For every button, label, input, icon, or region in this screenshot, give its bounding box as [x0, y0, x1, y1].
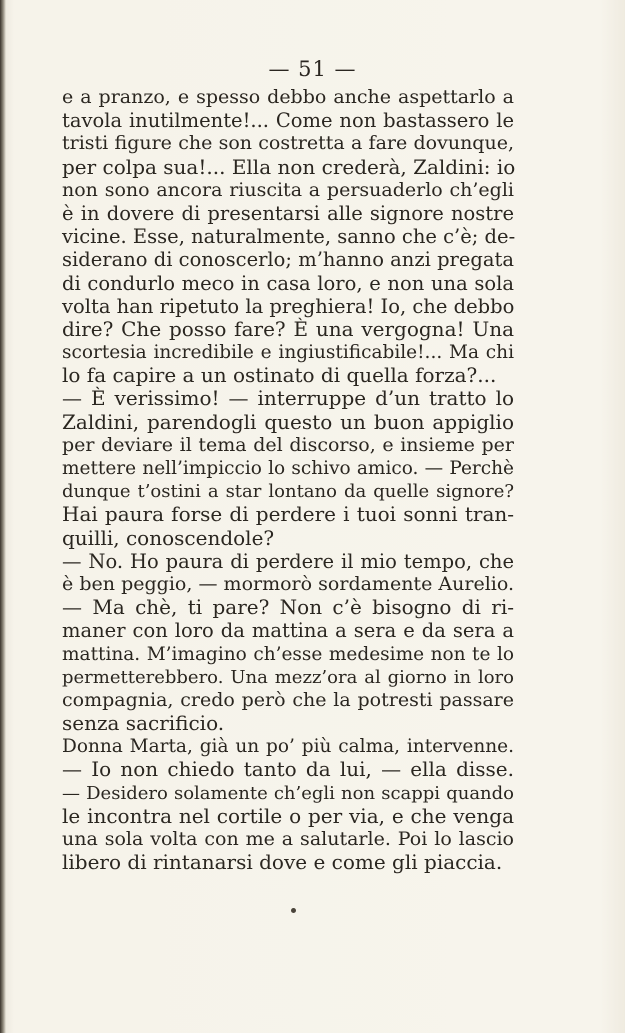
text-line: siderano di conoscerlo; m’hanno anzi pregata	[62, 248, 514, 272]
text-line: le incontra nel cortile o per via, e che venga	[62, 803, 514, 828]
text-line: — Ma chè, ti pare? Non c’è bisogno di ri-	[62, 595, 514, 620]
text-line: per colpa sua!... Ella non crederà, Zaldini: io	[62, 154, 516, 179]
text-line: Hai paura forse di perdere i tuoi sonni tran-	[62, 502, 514, 527]
text-line: vicine. Esse, naturalmente, sanno che c’è; de-	[62, 225, 516, 249]
text-line: permetterebbero. Una mezz’ora al giorno in loro	[62, 666, 514, 688]
text-line: lo fa capire a un ostinato di quella forza?...	[62, 363, 497, 388]
text-line: tristi figure che son costretta a fare dovunque,	[62, 132, 514, 155]
body-text	[62, 86, 514, 874]
text-line: non sono ancora riuscita a persuaderlo ch’egli	[62, 178, 514, 201]
text-line: maner con loro da mattina a sera e da sera a	[62, 619, 514, 643]
text-line: scortesia incredibile e ingiustificabile!... Ma chi	[62, 342, 514, 364]
text-line: è in dovere di presentarsi alle signore nostre	[62, 201, 514, 225]
text-line: mattina. M’imagino ch’esse medesime non te lo	[62, 643, 514, 665]
text-line: volta han ripetuto la preghiera! Io, che debbo	[62, 294, 515, 318]
text-line: e a pranzo, e spesso debbo anche aspettarlo a	[62, 86, 514, 108]
text-line: quilli, conoscendole?	[62, 525, 275, 550]
text-line: una sola volta con me a salutarle. Poi lo lascio	[62, 828, 514, 850]
text-line: tavola inutilmente!... Come non bastassero le	[62, 109, 514, 133]
text-line: Donna Marta, già un po’ più calma, intervenne.	[62, 736, 514, 758]
text-line: — È verissimo! — interruppe d’un tratto lo	[62, 386, 514, 411]
text-line: mettere nell’impiccio lo schivo amico. — Perchè	[62, 458, 514, 479]
text-line: — No. Ho paura di perdere il mio tempo, che	[62, 549, 514, 573]
page-number: — 51 —	[268, 57, 357, 81]
text-line: dunque t’ostini a star lontano da quelle signore?	[62, 481, 514, 503]
text-line: — Desidero solamente ch’egli non scappi quando	[62, 782, 514, 804]
text-line: — Io non chiedo tanto da lui, — ella disse.	[62, 757, 514, 782]
text-line: senza sacrificio.	[62, 711, 225, 736]
text-line: dire? Che posso fare? È una vergogna! Una	[62, 316, 514, 341]
text-line: compagnia, credo però che la potresti passare	[62, 688, 514, 711]
text-line: di condurlo meco in casa loro, e non una sola	[62, 271, 514, 295]
text-line: è ben peggio, — mormorò sordamente Aurelio.	[62, 572, 514, 595]
text-line: libero di rintanarsi dove e come gli piaccia.	[62, 850, 503, 875]
text-line: per deviare il tema del discorso, e insieme per	[62, 433, 514, 456]
text-line: Zaldini, parendogli questo un buon appiglio	[62, 409, 514, 434]
page-binding-edge	[0, 0, 6, 1033]
ink-speck	[291, 908, 296, 913]
